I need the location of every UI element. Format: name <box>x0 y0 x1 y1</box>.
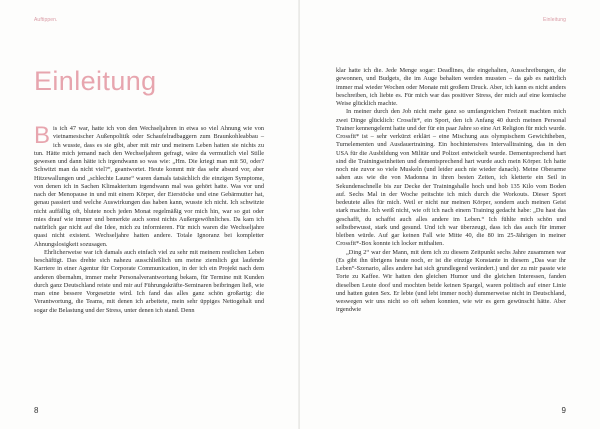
drop-cap: B <box>34 122 51 149</box>
paragraph <box>34 122 264 249</box>
paragraph: Ehrlicherweise war ich damals auch einfach viel zu sehr mit meinem restlichen Leben beschäftigt. Das drehte sich nahezu ausschließlich um meine ziemlich gut laufende Karriere in einer Agentur für Corporate Communication, in der ich ein Projekt nach dem anderen übernahm, immer mehr Personalverantwortung bekam, für Termine mit Kunden durch ganz Deutschland reiste und mir auf Führungskräfte-Seminaren beibringen ließ, wie man eine bessere Vorgesetzte wird. Ich fand das alles ganz schön großartig: die Verantwortung, die Teams, mit denen ich arbeitete, mein sehr üppiges Nettogehalt und sogar die Belastung und der Stress, unter denen ich stand. Denn <box>34 248 264 314</box>
paragraph: „Ding 2“ war der Mann, mit dem ich zu diesem Zeitpunkt sechs Jahre zusammen war (Es gibt ihn übrigens heute noch, er ist die einzige Konstante in diesem „Das war ihr Leben“-Szenario, alles andere hat sich grundlegend verändert.) und der zu mir passte wie Torte zu Kaffee. Wir hatten den gleichen Humor und die gleichen Interessen, fanden dieselben Leute doof und mochten beide keinen Spargel, waren politisch auf einer Linie und hatten guten Sex. Er lebte (und lebt immer noch) dummerweise nicht in Deutschland, weswegen wir uns nicht so oft sehen konnten, wie wir es gern gewünscht hätte. Aber irgendwie <box>336 248 566 314</box>
paragraph: klar hatte ich die. Jede Menge sogar: Deadlines, die eingehalten, Ausschreibungen, die gewonnen, und Budgets, die im Auge behalten werden mussten – da gab es natürlich immer mal wieder Wochen oder Monate mit großem Druck. Aber, ich kann es nicht anders beschreiben, ich liebte es. Für mich war das positiver Stress, der mich auf eine komische Weise glücklich machte. <box>336 67 566 107</box>
paragraph-text: is ich 47 war, hatte ich von den Wechseljahren in etwa so viel Ahnung wie von vietnamesischer Außenpolitik oder Schaufelradbaggern zum Braunkohleabbau – ich wusste, dass es sie gibt, aber mit mir und meinem Leben hatten sie nichts zu tun. Hätte mich jemand nach den Wechseljahren gefragt, wäre da vermutlich viel Stille gewesen und dann hätte ich irgendwann so was wie: „Hm. Die kriegt man mit 50, oder? Schwitzt man da nicht viel?“, geantwortet. Heute kommt mir das sehr absurd vor, aber Hitzewallungen und „schlechte Laune“ waren damals tatsächlich die einzigen Symptome, von denen ich in Sachen Klimakterium irgendwann mal was gehört hatte. Was vor und nach der Menopause in und mit einem Körper, der Eierstöcke und eine Gebärmutter hat, genau passiert und welche Auswirkungen das haben kann, wusste ich nicht. Ich schwitzte nicht auffällig oft, blutete noch jeden Monat regelmäßig vor mich hin, war so gut oder mies drauf wie immer und bemerkte auch sonst nichts Außergewöhnliches. Da kam ich natürlich gar nicht auf die Idee, mich zu informieren. Für mich waren die Wechseljahre quasi nicht existent. Wechseljahre hatten andere. Totale Ignoranz bei kompletter Ahnungslosigkeit sozusagen. <box>34 125 264 248</box>
page-number-left: 8 <box>34 406 39 415</box>
left-body-text <box>34 122 264 315</box>
page-number-right: 9 <box>561 406 566 415</box>
running-head-right: Einleitung <box>543 17 566 23</box>
running-head-left: Auftippen. <box>34 17 58 23</box>
paragraph: In meiner durch den Job nicht mehr ganz so umfangreichen Freizeit machten mich zwei Dinge glücklich: Crossfit*, ein Sport, den ich Anfang 40 durch meinen Personal Trainer kennengelernt hatte und der für ein paar Jahre so eine Art Religion für mich wurde. Crossfit* ist – sehr verkürzt erklärt – eine Mischung aus olympischem Gewichtheben, Turnelementen und Ausdauertraining. Ein hochintensives Intervalltraining, das in den USA für die Ausbildung von Militär und Polizei entwickelt wurde. Dementsprechend hart sind die Trainingseinheiten und dementsprechend hart wurde auch mein Körper. Ich hatte noch nie zuvor so viele Muskeln (und leider auch nie wieder danach). Meine Oberarme sahen aus wie die von Madonna in ihren besten Zeiten, ich kletterte ein Seil in Sekundenschnelle bis zur Decke der Trainingshalle hoch und hob 135 Kilo vom Boden auf. Sechs Mal in der Woche peitschte ich mich durch die Workouts. Dieser Sport bedeutete alles für mich. Weil er nicht nur meinen Körper, sondern auch meinen Geist stark machte. Ich weiß nicht, wie oft ich nach einem Training gedacht habe: „Du hast das geschafft, du schaffst auch alles andere im Leben.“ Ich fühlte mich schön und selbstbewusst, stark und gesund. Und ich war überzeugt, dass ich das auch für immer bleiben würde. Auf gar keinen Fall wie Mitte 40, die 80 im 25-Jährigen in meiner Crossfit*-Box konnte ich locker mithalten. <box>336 108 566 248</box>
chapter-title: Einleitung <box>34 66 157 96</box>
right-body-text <box>336 67 566 315</box>
